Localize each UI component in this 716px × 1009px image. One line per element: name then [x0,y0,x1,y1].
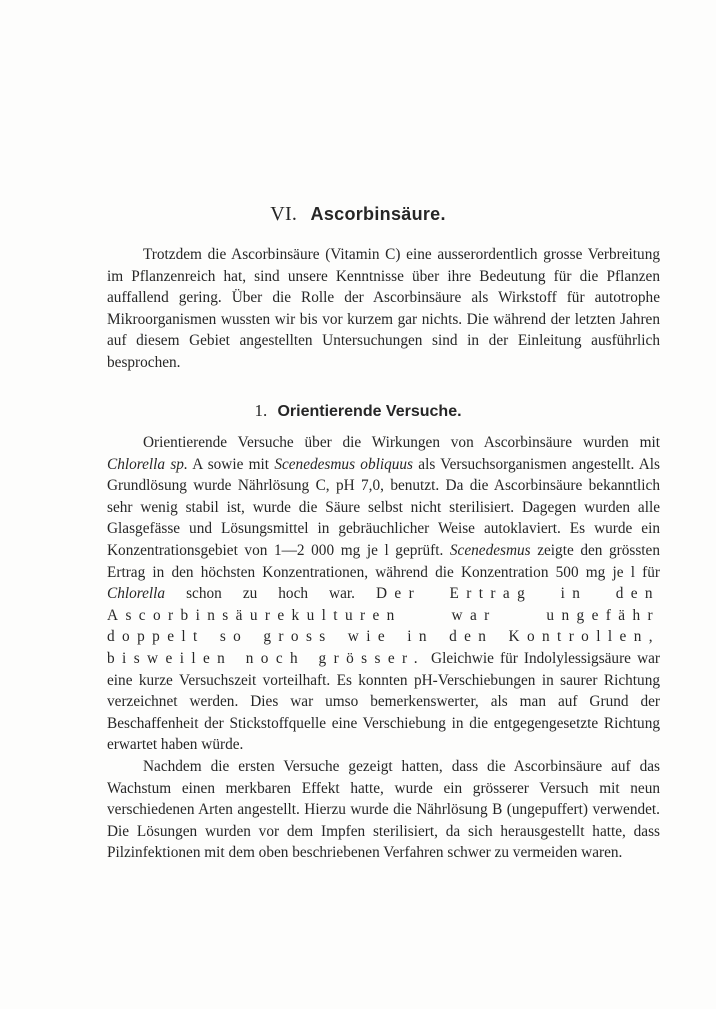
species-name-italic: Chlorella [107,585,166,603]
text-run: als Versuchsorganismen angestellt. Als Grundlösung wurde Nährlösung C, pH 7,0, benutzt. Da die Ascorbinsäure bekanntlich sehr wenig stabil ist, wurde die Säure selbst nicht sterilisiert. Dagegen wurden alle Glasgefässe und Lösungsmittel in gebräuchlicher Weise autoklaviert. Es wurde ein Konzentrationsgebiet von 1—2 000 mg je l geprüft. [107,455,660,559]
text-run: Orientierende Versuche über die Wirkungen von Ascorbinsäure wurden mit [143,434,660,451]
paragraph-text: Trotzdem die Ascorbinsäure (Vitamin C) eine ausserordentlich grosse Verbreitung im Pflanzenreich hat, sind unsere Kenntnisse über ihre Bedeutung für die Pflanzen auffallend gering. Über die Rolle der Ascorbinsäure als Wirkstoff für autotrophe Mikroorganismen wussten wir bis vor kurzem gar nichts. Die während der letzten Jahren auf diesem Gebiet angestellten Untersuchungen sind in der Einleitung ausführlich besprochen. [107,246,660,371]
body-section [107,432,660,864]
chapter-title: Ascorbinsäure. [310,204,446,224]
species-name-italic: Chlorella sp. [107,455,188,473]
text-run: zeigte den grössten Ertrag in den höchsten Konzentrationen, während die Konzentration 500 mg je l für [107,541,660,581]
body-paragraph-3: Nachdem die ersten Versuche gezeigt hatten, dass die Ascorbinsäure auf das Wachstum einen merkbaren Effekt hatte, wurde ein grösserer Versuch mit neun verschiedenen Arten angestellt. Hierzu wurde die Nährlösung B (ungepuffert) verwendet. Die Lösungen wurden vor dem Impfen sterilisiert, da sich herausgestellt hatte, dass Pilzinfektionen mit dem oben beschriebenen Verfahren schwer zu vermeiden waren. [107,757,660,862]
species-name-italic: Scenedesmus obliquus [274,455,414,473]
emphasized-spaced-text: Der Ertrag in den Ascorbinsäurekulturen war ungefähr doppelt so gross wie in den Kontrollen, bisweilen noch grösser. [107,585,660,667]
text-run: Gleichwie für Indolylessigsäure war eine kurze Versuchszeit vorteilhaft. Es konnten pH-Verschiebungen in saurer Richtung verzeichnet werden. Dies war umso bemerkenswerter, als man auf Grund der Beschaffenheit der Stickstoffquelle eine Verschiebung in die entgegengesetzte Richtung erwartet haben würde. [107,649,660,754]
body-paragraph-1 [107,244,660,374]
section-title: Orientierende Versuche. [277,403,462,420]
chapter-heading [0,203,716,226]
body-paragraph-2 [107,432,660,756]
species-name-italic: Scenedesmus [449,541,531,559]
section-heading [0,401,716,421]
section-number: 1. [254,401,268,420]
chapter-number: VI. [270,203,298,225]
text-run: schon zu hoch war. [165,585,376,603]
text-run: A sowie mit [187,455,275,473]
